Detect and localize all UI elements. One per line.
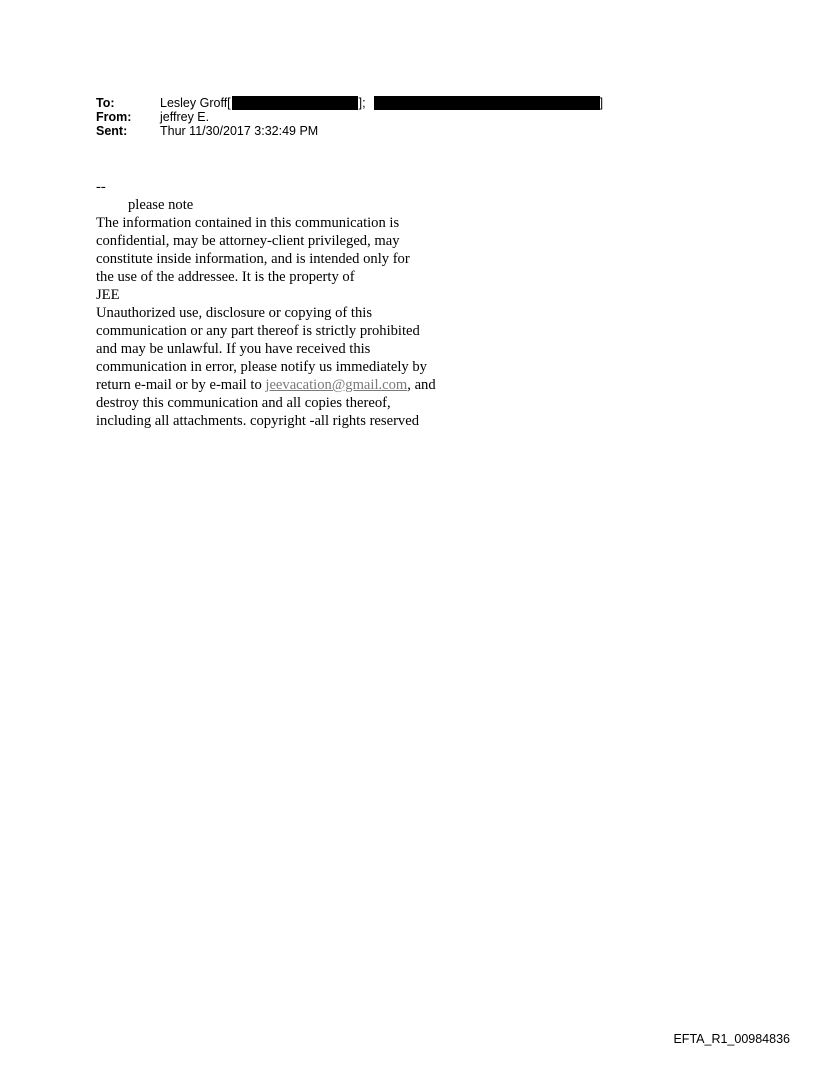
email-link[interactable]: jeevacation@gmail.com <box>265 377 408 393</box>
email-header <box>96 96 603 138</box>
disclaimer-line: The information contained in this communication is <box>96 215 400 231</box>
disclaimer-line: including all attachments. copyright -all rights reserved <box>96 413 419 429</box>
from-label: From: <box>96 110 132 124</box>
disclaimer-line: confidential, may be attorney-client privileged, may <box>96 233 400 249</box>
redaction-box <box>374 96 600 110</box>
disclaimer-line: constitute inside information, and is intended only for <box>96 251 410 267</box>
to-row <box>96 96 603 110</box>
sent-label: Sent: <box>96 124 128 138</box>
disclaimer-line: communication or any part thereof is strictly prohibited <box>96 323 420 339</box>
to-label: To: <box>96 96 115 110</box>
sent-row <box>96 124 603 138</box>
email-body <box>96 178 496 430</box>
to-close-bracket: ] <box>599 96 604 110</box>
to-name: Lesley Groff <box>160 96 228 110</box>
disclaimer-line: the use of the addressee. It is the property of <box>96 269 355 285</box>
document-id: EFTA_R1_00984836 <box>673 1032 790 1046</box>
return-line-prefix: return e-mail or by e-mail to <box>96 377 266 393</box>
disclaimer-line: and may be unlawful. If you have received this <box>96 341 371 357</box>
from-row <box>96 110 603 124</box>
disclaimer-line: JEE <box>96 287 120 303</box>
disclaimer-line: communication in error, please notify us immediately by <box>96 359 427 375</box>
disclaimer-line-with-link <box>96 376 496 394</box>
from-value: jeffrey E. <box>160 110 210 124</box>
to-open-bracket: [ <box>227 96 231 110</box>
signature-dashes: -- <box>96 179 106 195</box>
return-line-suffix: , and <box>407 377 436 393</box>
please-note: please note <box>128 197 194 213</box>
disclaimer-line: destroy this communication and all copies thereof, <box>96 395 391 411</box>
disclaimer-line: Unauthorized use, disclosure or copying of this <box>96 305 373 321</box>
sent-value: Thur 11/30/2017 3:32:49 PM <box>160 124 319 138</box>
to-separator: ]; <box>358 96 366 110</box>
redaction-box <box>232 96 358 110</box>
